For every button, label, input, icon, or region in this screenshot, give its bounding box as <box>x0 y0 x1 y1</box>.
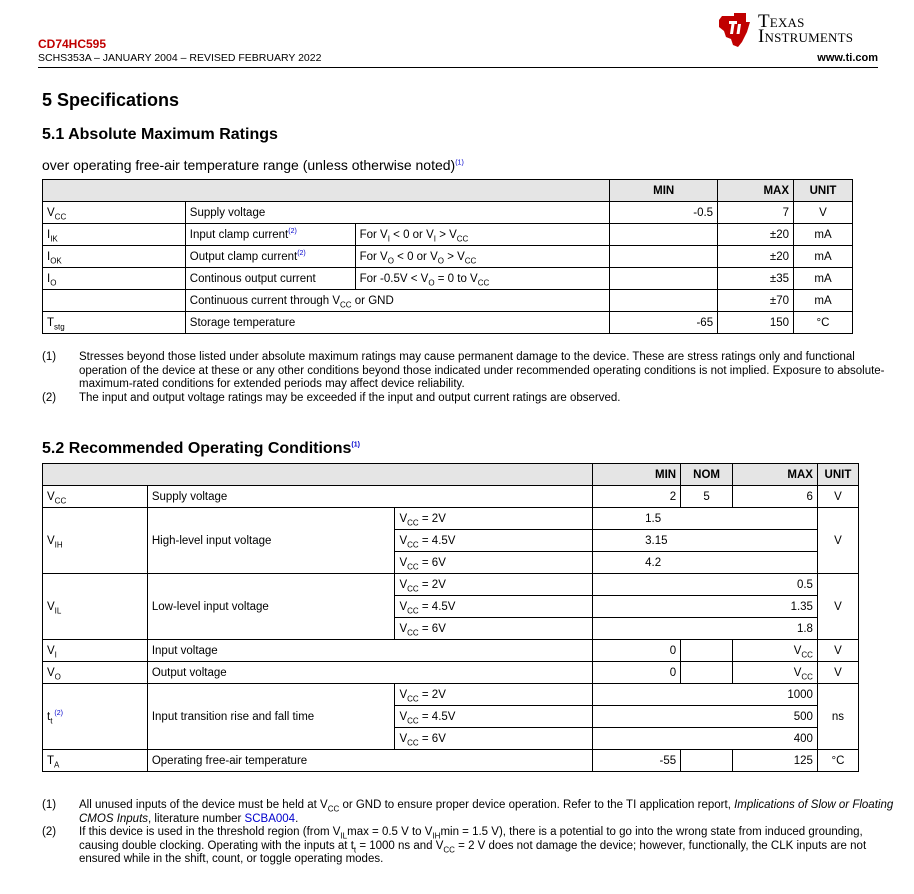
table-row <box>43 486 859 508</box>
unit-cell: V <box>817 640 858 662</box>
param-cell: Continous output current <box>185 268 355 290</box>
website-url[interactable]: www.ti.com <box>817 52 878 64</box>
table-header-row: MIN NOM MAX UNIT <box>43 464 859 486</box>
symbol-cell: $V_{IL}$ <box>43 574 148 640</box>
min-cell <box>610 290 718 312</box>
max-cell: 1000 <box>733 684 818 706</box>
param-cell: Operating free-air temperature <box>147 750 592 772</box>
nom-cell <box>681 596 733 618</box>
unit-cell: °C <box>817 750 858 772</box>
nom-cell <box>681 684 733 706</box>
nom-cell <box>681 552 733 574</box>
symbol-cell: $V_{IH}$ <box>43 508 148 574</box>
min-cell <box>593 728 681 750</box>
min-cell <box>610 246 718 268</box>
min-cell: 4.2 <box>593 552 681 574</box>
footnote: (2) The input and output voltage ratings may be exceeded if the input and output current ratings are observed. <box>42 391 621 404</box>
table-row <box>43 684 859 706</box>
condition-cell: For $V_O < 0$ or $V_O > V_{CC}$ <box>355 246 610 268</box>
condition-cell: $V_{CC} = 6V$ <box>395 618 593 640</box>
unit-cell: V <box>817 486 858 508</box>
symbol-cell: $t_t$ $^{(2)}$ <box>43 684 148 750</box>
max-cell: 125 <box>733 750 818 772</box>
ti-logo <box>716 12 880 52</box>
footnote-ref[interactable]: (1) <box>351 441 360 449</box>
unit-cell: V <box>817 508 858 574</box>
unit-cell: mA <box>794 246 853 268</box>
max-cell: 0.5 <box>733 574 818 596</box>
table-row <box>43 662 859 684</box>
abs-max-notes <box>42 351 895 405</box>
nom-cell <box>681 750 733 772</box>
max-cell: ±35 <box>718 268 794 290</box>
min-cell <box>610 268 718 290</box>
table-row <box>43 268 853 290</box>
scba004-link[interactable]: SCBA004 <box>244 812 296 825</box>
max-cell: ±70 <box>718 290 794 312</box>
max-cell: 6 <box>733 486 818 508</box>
param-cell: Input voltage <box>147 640 592 662</box>
condition-cell: For $V_I < 0$ or $V_I > V_{CC}$ <box>355 224 610 246</box>
nom-cell <box>681 618 733 640</box>
condition-cell: For $-0.5V < V_O = 0$ to $V_{CC}$ <box>355 268 610 290</box>
min-cell: -65 <box>610 312 718 334</box>
table-row <box>43 202 853 224</box>
max-cell: 1.8 <box>733 618 818 640</box>
min-cell: -0.5 <box>610 202 718 224</box>
condition-cell: $V_{CC} = 2V$ <box>395 574 593 596</box>
unit-cell: ns <box>817 684 858 750</box>
max-cell <box>733 552 818 574</box>
header-rule <box>38 67 878 68</box>
table-row <box>43 508 859 530</box>
roc-notes <box>42 799 895 867</box>
param-cell: Input transition rise and fall time <box>147 684 395 750</box>
param-cell: Supply voltage <box>185 202 609 224</box>
nom-cell <box>681 662 733 684</box>
nom-cell <box>681 508 733 530</box>
nom-cell <box>681 530 733 552</box>
min-cell: 0 <box>593 640 681 662</box>
footnote-ref[interactable]: (2) <box>52 709 63 717</box>
symbol-cell: $I_O$ <box>43 268 186 290</box>
nom-cell <box>681 640 733 662</box>
param-cell: Supply voltage <box>147 486 592 508</box>
max-cell: 400 <box>733 728 818 750</box>
abs-max-heading: 5.1 Absolute Maximum Ratings <box>42 126 278 143</box>
abs-max-conditions: over operating free-air temperature range (unless otherwise noted)$^{(1)}$ <box>42 157 464 173</box>
table-row <box>43 574 859 596</box>
min-cell <box>593 684 681 706</box>
unit-cell: mA <box>794 224 853 246</box>
table-row <box>43 290 853 312</box>
condition-cell: $V_{CC} = 2V$ <box>395 508 593 530</box>
unit-cell: V <box>817 574 858 640</box>
symbol-cell: $V_I$ <box>43 640 148 662</box>
table-row <box>43 640 859 662</box>
param-cell: Output clamp current$^{(2)}$ <box>185 246 355 268</box>
symbol-cell: $T_A$ <box>43 750 148 772</box>
footnote: (1) Stresses beyond those listed under absolute maximum ratings may cause permanent damage to the device. These are stress ratings only and functional operation of the device at these or any other conditions beyond those indicated under recommended operating conditions is not implied. Exposure to absolute-maximum-rated conditions for extended periods may affect device reliability. <box>42 351 885 390</box>
min-cell <box>610 224 718 246</box>
ti-logo-text: Texas Instruments <box>758 11 854 47</box>
unit-cell: V <box>794 202 853 224</box>
symbol-cell: $T_{stg}$ <box>43 312 186 334</box>
condition-cell: $V_{CC} = 4.5V$ <box>395 596 593 618</box>
symbol-cell: $V_{CC}$ <box>43 202 186 224</box>
footnote: (2) If this device is used in the threshold region (from $V_{IL}\max = 0.5$ V to $V_{IH}\min = 1.5$ V), there is a potential to go into the wrong state from induced grounding, causing double clocking. Operating with the inputs at $t_t = 1000$ ns and $V_{CC} = 2$ V does not damage the device; however, functionally, the CLK inputs are not ensured while in the shift, count, or toggle operating modes. <box>42 826 867 865</box>
table-row <box>43 312 853 334</box>
table-header-row: MIN MAX UNIT <box>43 180 853 202</box>
footnote-ref[interactable]: (2) <box>297 249 306 257</box>
param-cell: Storage temperature <box>185 312 609 334</box>
max-cell: 1.35 <box>733 596 818 618</box>
condition-cell: $V_{CC} = 6V$ <box>395 552 593 574</box>
condition-cell: $V_{CC} = 6V$ <box>395 728 593 750</box>
min-cell: 2 <box>593 486 681 508</box>
param-cell: Input clamp current$^{(2)}$ <box>185 224 355 246</box>
roc-heading: 5.2 Recommended Operating Conditions$^{(1)}$ <box>42 440 360 457</box>
roc-table <box>42 463 859 772</box>
min-cell <box>593 574 681 596</box>
nom-cell <box>681 728 733 750</box>
symbol-cell: $V_{CC}$ <box>43 486 148 508</box>
footnote-ref[interactable]: (2) <box>288 227 297 235</box>
min-cell <box>593 596 681 618</box>
max-cell: $V_{CC}$ <box>733 662 818 684</box>
table-row <box>43 750 859 772</box>
unit-cell: °C <box>794 312 853 334</box>
min-cell: -55 <box>593 750 681 772</box>
max-cell: 500 <box>733 706 818 728</box>
document-header <box>38 37 321 65</box>
condition-cell: $V_{CC} = 4.5V$ <box>395 530 593 552</box>
footnote: (1) All unused inputs of the device must be held at $V_{CC}$ or GND to ensure proper device operation. Refer to the TI application report, Implications of Slow or Floating CMOS Inputs, literature number SCBA004. <box>42 799 894 825</box>
max-cell <box>733 530 818 552</box>
max-cell: ±20 <box>718 246 794 268</box>
condition-cell: $V_{CC} = 2V$ <box>395 684 593 706</box>
table-row <box>43 224 853 246</box>
max-cell <box>733 508 818 530</box>
min-cell <box>593 618 681 640</box>
symbol-cell: $I_{IK}$ <box>43 224 186 246</box>
nom-cell <box>681 706 733 728</box>
param-cell: Low-level input voltage <box>147 574 395 640</box>
symbol-cell <box>43 290 186 312</box>
param-cell: Continuous current through $V_{CC}$ or GND <box>185 290 609 312</box>
table-row <box>43 246 853 268</box>
nom-cell: 5 <box>681 486 733 508</box>
param-cell: Output voltage <box>147 662 592 684</box>
min-cell: 0 <box>593 662 681 684</box>
min-cell: 3.15 <box>593 530 681 552</box>
max-cell: 7 <box>718 202 794 224</box>
part-number: CD74HC595 <box>38 37 107 51</box>
doc-revision-line: SCHS353A – JANUARY 2004 – REVISED FEBRUARY 2022 <box>38 52 322 64</box>
unit-cell: mA <box>794 268 853 290</box>
ti-logo-icon <box>716 12 754 48</box>
unit-cell: mA <box>794 290 853 312</box>
abs-max-table <box>42 179 853 334</box>
max-cell: ±20 <box>718 224 794 246</box>
condition-cell: $V_{CC} = 4.5V$ <box>395 706 593 728</box>
symbol-cell: $V_O$ <box>43 662 148 684</box>
footnote-ref[interactable]: (1) <box>455 159 464 167</box>
nom-cell <box>681 574 733 596</box>
symbol-cell: $I_{OK}$ <box>43 246 186 268</box>
unit-cell: V <box>817 662 858 684</box>
param-cell: High-level input voltage <box>147 508 395 574</box>
min-cell: 1.5 <box>593 508 681 530</box>
max-cell: $V_{CC}$ <box>733 640 818 662</box>
max-cell: 150 <box>718 312 794 334</box>
section-title: 5 Specifications <box>42 90 180 110</box>
min-cell <box>593 706 681 728</box>
